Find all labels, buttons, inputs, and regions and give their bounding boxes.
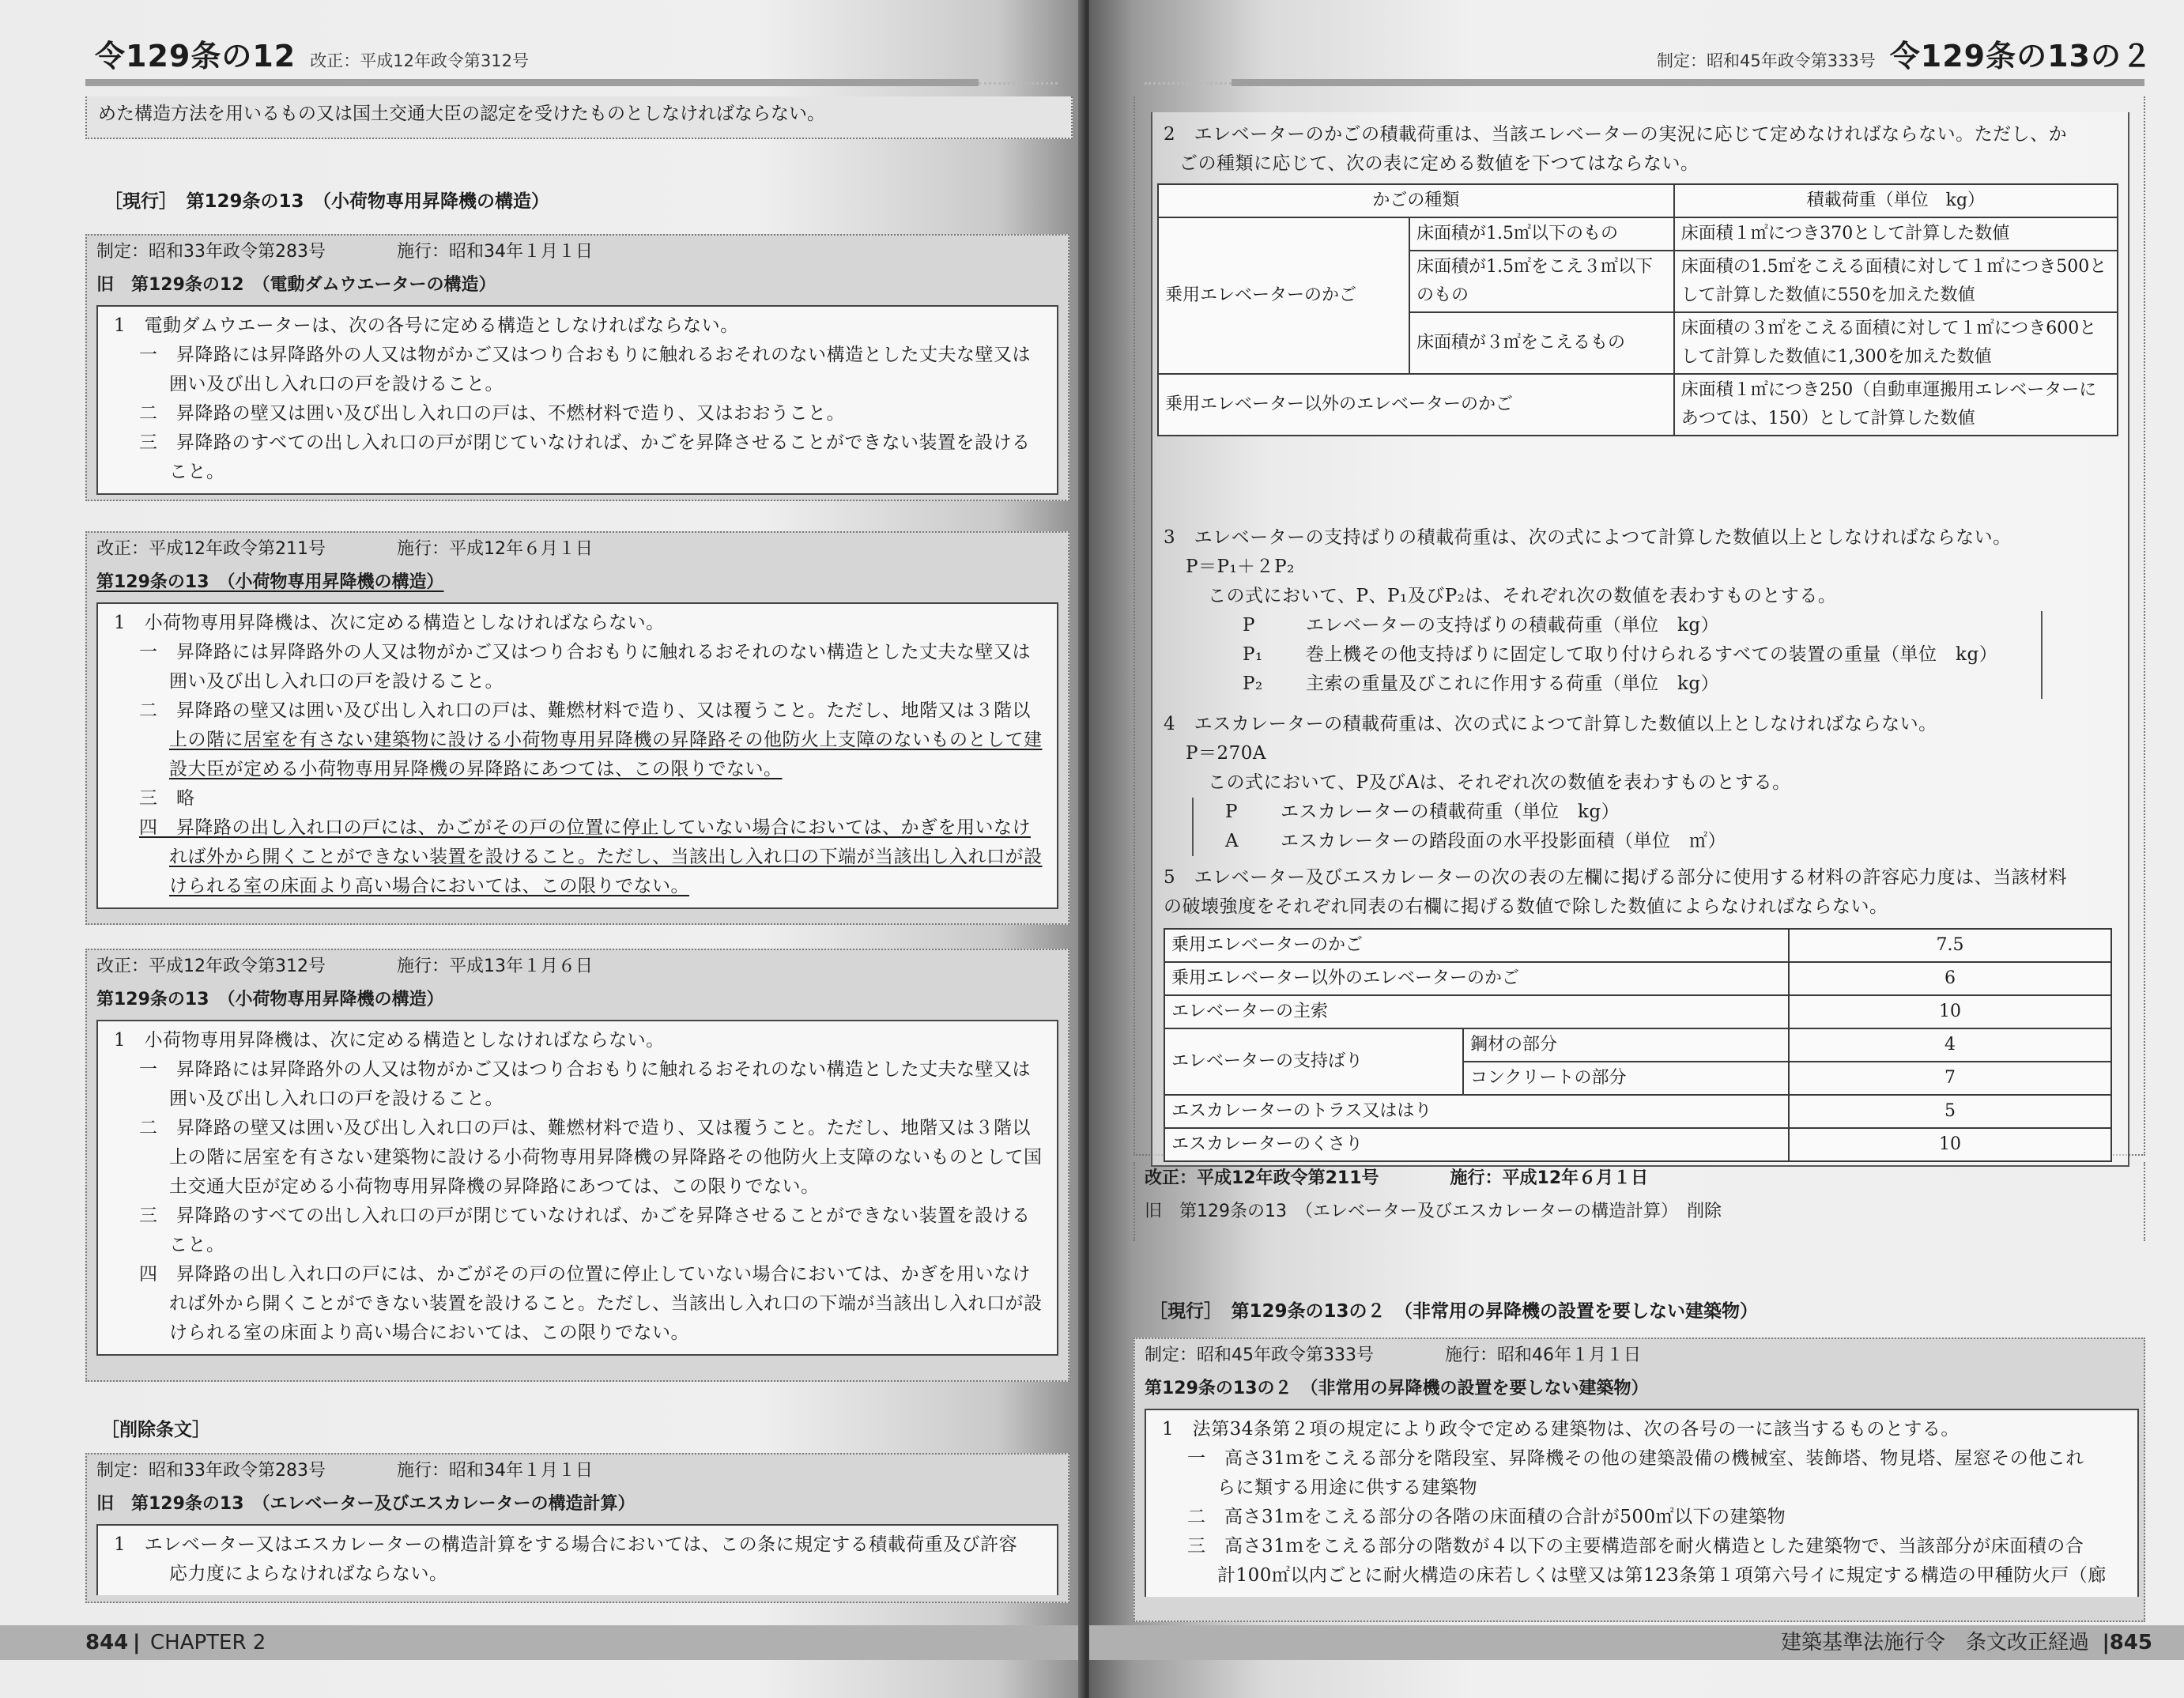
clause-line: 1 小荷物専用昇降機は、次に定める構造としなければならない。 xyxy=(114,1030,665,1051)
effective-date-label: 施行：昭和34年１月１日 xyxy=(397,242,593,262)
article-title: 第129条の13 （小荷物専用昇降機の構造） xyxy=(96,572,444,592)
table-cell-group: 乗用エレベーターのかご xyxy=(1158,217,1409,374)
continued-article-box xyxy=(1133,96,2145,1156)
clause-line: れば外から開くことができない装置を設けること。ただし、当該出し入れ口の下端が当該出し入れ口が設 xyxy=(169,847,1043,867)
clause-line: 設大臣が定める小荷物専用昇降機の昇降路にあつては、この限りでない。 xyxy=(169,759,783,779)
clause-line: 四 昇降路の出し入れ口の戸には、かごがその戸の位置に停止していない場合においては、かぎを用いなけ xyxy=(139,817,1031,838)
footer-separator: | xyxy=(2102,1631,2110,1655)
effective-date-label: 施行：平成12年６月１日 xyxy=(397,539,593,559)
clause-line: 4 エスカレーターの積載荷重は、次の式によつて計算した数値以上としなければならない。 xyxy=(1164,714,1937,734)
enactment-label: 制定：昭和45年政令第333号 xyxy=(1145,1345,1374,1365)
table-cell-value: 6 xyxy=(1789,962,2111,995)
clause-line: 1 電動ダムウエーターは、次の各号に定める構造としなければならない。 xyxy=(114,315,739,336)
block-meta-line xyxy=(87,950,1068,983)
definition-list xyxy=(1211,611,2043,699)
clause-line: 囲い及び出し入れ口の戸を設けること。 xyxy=(169,374,504,394)
deletion-line: 旧 第129条の13 （エレベーター及びエスカレーターの構造計算） 削除 xyxy=(1145,1202,1722,1221)
left-running-header xyxy=(95,32,529,75)
table-cell: 乗用エレベーター以外のエレベーターのかご xyxy=(1164,962,1789,995)
table-cell: 床面積１㎡につき370として計算した数値 xyxy=(1674,217,2118,251)
left-page xyxy=(0,0,1084,1698)
clause-line: らに類する用途に供する建築物 xyxy=(1217,1477,1477,1498)
article-body xyxy=(1145,1409,2139,1597)
definition: エスカレーターの踏段面の水平投影面積（単位 ㎡） xyxy=(1281,831,1726,851)
clause-line: れば外から開くことができない装置を設けること。ただし、当該出し入れ口の下端が当該出し入れ口が設 xyxy=(169,1293,1043,1314)
clause-line: 上の階に居室を有さない建築物に設ける小荷物専用昇降機の昇降路その他防火上支障のないものとして建 xyxy=(169,730,1043,750)
clause-line: 1 小荷物専用昇降機は、次に定める構造としなければならない。 xyxy=(114,613,665,633)
stress-table xyxy=(1164,928,2112,1162)
clause-line: けられる室の床面より高い場合においては、この限りでない。 xyxy=(169,1323,689,1343)
table-cell: 乗用エレベーター以外のエレベーターのかご xyxy=(1158,374,1674,436)
paragraph-4 xyxy=(1164,710,1937,856)
old-article-title: 旧 第129条の13 （エレベーター及びエスカレーターの構造計算） xyxy=(96,1494,636,1514)
effective-date-label: 施行：昭和34年１月１日 xyxy=(397,1461,593,1481)
clause-line: 一 高さ31ｍをこえる部分を階段室、昇降機その他の建築設備の機械室、装飾塔、物見塔、屋窓その他これ xyxy=(1187,1448,2084,1469)
footer-separator: | xyxy=(133,1631,141,1655)
clause-line: 1 法第34条第２項の規定により政令で定める建築物は、次の各号の一に該当するものとする。 xyxy=(1162,1419,1960,1440)
formula: P＝P₁＋２P₂ xyxy=(1186,557,1295,577)
article-body xyxy=(1151,112,2129,1167)
clause-line: 三 高さ31ｍをこえる部分の階数が４以下の主要構造部を耐火構造とした建築物で、当該部分が床面積の合 xyxy=(1187,1536,2084,1556)
clause-line: 応力度によらなければならない。 xyxy=(169,1564,448,1584)
old-article-title: 旧 第129条の12 （電動ダムウエーターの構造） xyxy=(96,275,496,295)
clause-line: 1 エレベーター又はエスカレーターの構造計算をする場合においては、この条に規定する積載荷重及び許容 xyxy=(114,1534,1018,1555)
table-cell-value: 5 xyxy=(1789,1095,2111,1128)
clause-line: この式において、P及びAは、それぞれ次の数値を表わすものとする。 xyxy=(1208,772,1791,793)
left-article-number: 令129条の12 xyxy=(95,39,296,74)
article-body xyxy=(96,602,1058,909)
block-meta-line xyxy=(87,236,1068,269)
book-title: 建築基準法施行令 条文改正経過 xyxy=(1780,1631,2089,1655)
clause-line: 三 略 xyxy=(139,788,195,809)
article-body xyxy=(96,1524,1058,1595)
table-cell-value: 10 xyxy=(1789,995,2111,1028)
paragraph-5 xyxy=(1164,863,2067,922)
table-cell: 床面積が３㎡をこえるもの xyxy=(1409,312,1674,374)
clause-line: 二 昇降路の壁又は囲い及び出し入れ口の戸は、難燃材料で造り、又は覆うこと。ただし、地階又は３階以 xyxy=(139,1118,1031,1138)
table-cell: 鋼材の部分 xyxy=(1463,1028,1789,1062)
block-meta-line xyxy=(1135,1162,2144,1195)
clause-line: 3 エレベーターの支持ばりの積載荷重は、次の式によつて計算した数値以上としなければならない。 xyxy=(1164,527,2012,548)
clause-line: 計100㎡以内ごとに耐火構造の床若しくは壁又は第123条第１項第六号イに規定する構造の甲種防火戸（廊 xyxy=(1217,1565,2107,1586)
symbol: P xyxy=(1225,802,1238,822)
table-cell: 乗用エレベーターのかご xyxy=(1164,929,1789,962)
section-heading-deleted: ［削除条文］ xyxy=(101,1420,210,1440)
clause-line: 一 昇降路には昇降路外の人又は物がかご又はつり合おもりに触れるおそれのない構造とした丈夫な壁又は xyxy=(139,1059,1031,1080)
clause-line: こと。 xyxy=(169,462,225,482)
symbol: P₁ xyxy=(1243,644,1263,665)
table-cell-value: 7.5 xyxy=(1789,929,2111,962)
right-page xyxy=(1089,0,2184,1698)
table-cell-value: 10 xyxy=(1789,1128,2111,1161)
right-page-number: 845 xyxy=(2109,1631,2152,1655)
effective-date-label: 施行：平成12年６月１日 xyxy=(1450,1168,1649,1188)
revision-block-h12-211 xyxy=(85,531,1069,925)
clause-line: の破壊強度をそれぞれ同表の右欄に掲げる数値で除した数値によらなければならない。 xyxy=(1164,896,1888,917)
definition-list xyxy=(1192,798,1937,856)
table-header-cage-type: かごの種類 xyxy=(1158,184,1674,217)
table-cell-value: 7 xyxy=(1789,1062,2111,1095)
clause-line: 一 昇降路には昇降路外の人又は物がかご又はつり合おもりに触れるおそれのない構造とした丈夫な壁又は xyxy=(139,642,1031,662)
table-cell: エレベーターの支持ばり xyxy=(1164,1028,1463,1095)
amendment-label: 改正：平成12年政令第211号 xyxy=(1145,1168,1379,1188)
table-cell: エスカレーターのトラス又ははり xyxy=(1164,1095,1789,1128)
block-meta-line xyxy=(87,1455,1068,1488)
revision-block-original xyxy=(85,234,1069,501)
clause-line: ごの種類に応じて、次の表に定める数値を下つてはならない。 xyxy=(1179,153,1699,174)
right-revision-note: 制定：昭和45年政令第333号 xyxy=(1656,51,1876,70)
symbol: A xyxy=(1225,831,1239,851)
block-meta-line xyxy=(1135,1339,2144,1372)
symbol: P xyxy=(1243,615,1255,636)
article-title: 第129条の13の２ （非常用の昇降機の設置を要しない建築物） xyxy=(1145,1379,1649,1398)
table-cell: コンクリートの部分 xyxy=(1463,1062,1789,1095)
amendment-label: 改正：平成12年政令第312号 xyxy=(96,957,326,976)
table-cell: 床面積の３㎡をこえる面積に対して１㎡につき600として計算した数値に1,300を加えた数値 xyxy=(1674,312,2118,374)
clause-line: 四 昇降路の出し入れ口の戸には、かごがその戸の位置に停止していない場合においては、かぎを用いなけ xyxy=(139,1264,1031,1285)
enactment-label: 制定：昭和33年政令第283号 xyxy=(96,1461,326,1481)
clause-line: 囲い及び出し入れ口の戸を設けること。 xyxy=(169,671,504,692)
section-heading-current-right: ［現行］ 第129条の13の２ （非常用の昇降機の設置を要しない建築物） xyxy=(1149,1301,1759,1322)
definition: 巻上機その他支持ばりに固定して取り付けられるすべての装置の重量（単位 kg） xyxy=(1306,644,1998,665)
clause-line: 三 昇降路のすべての出し入れ口の戸が閉じていなければ、かごを昇降させることができない装置を設ける xyxy=(139,432,1031,453)
deletion-amendment-note xyxy=(1133,1162,2145,1241)
formula: P＝270A xyxy=(1186,743,1266,764)
right-article-number: 令129条の13の２ xyxy=(1889,39,2152,74)
load-table xyxy=(1157,183,2118,436)
table-cell: エレベーターの主索 xyxy=(1164,995,1789,1028)
table-header-load: 積載荷重（単位 kg） xyxy=(1674,184,2118,217)
left-footer xyxy=(0,1625,1084,1660)
symbol: P₂ xyxy=(1243,674,1263,694)
continued-text: めた構造方法を用いるもの又は国土交通大臣の認定を受けたものとしなければならない。 xyxy=(98,104,825,124)
article-title: 第129条の13 （小荷物専用昇降機の構造） xyxy=(96,990,444,1009)
continued-text-box xyxy=(85,96,1073,139)
effective-date-label: 施行：昭和46年１月１日 xyxy=(1445,1345,1641,1365)
table-cell: 床面積が1.5㎡以下のもの xyxy=(1409,217,1674,251)
effective-date-label: 施行：平成13年１月６日 xyxy=(397,957,593,976)
amendment-label: 改正：平成12年政令第211号 xyxy=(96,539,326,559)
article-body xyxy=(96,1020,1058,1356)
clause-line: けられる室の床面より高い場合においては、この限りでない。 xyxy=(169,876,689,896)
revision-block-h12-312 xyxy=(85,949,1069,1382)
table-cell: 床面積の1.5㎡をこえる面積に対して１㎡につき500として計算した数値に550を加えた数値 xyxy=(1674,251,2118,312)
paragraph-3 xyxy=(1164,523,2043,699)
table-cell: 床面積１㎡につき250（自動車運搬用エレベーターにあつては、150）として計算した数値 xyxy=(1674,374,2118,436)
table-cell: エスカレーターのくさり xyxy=(1164,1128,1789,1161)
definition: エスカレーターの積載荷重（単位 kg） xyxy=(1281,802,1620,822)
clause-line: 一 昇降路には昇降路外の人又は物がかご又はつり合おもりに触れるおそれのない構造とした丈夫な壁又は xyxy=(139,345,1031,365)
clause-line: 二 昇降路の壁又は囲い及び出し入れ口の戸は、不燃材料で造り、又はおおうこと。 xyxy=(139,403,845,424)
revision-block-s45-333 xyxy=(1133,1338,2145,1622)
definition: 主索の重量及びこれに作用する荷重（単位 kg） xyxy=(1306,674,1720,694)
left-header-rule xyxy=(85,79,979,86)
clause-line: 2 エレベーターのかごの積載荷重は、当該エレベーターの実況に応じて定めなければならない。ただし、か xyxy=(1164,124,2068,145)
block-meta-line xyxy=(87,533,1068,566)
chapter-label: CHAPTER 2 xyxy=(150,1631,266,1655)
clause-line: 三 昇降路のすべての出し入れ口の戸が閉じていなければ、かごを昇降させることができない装置を設ける xyxy=(139,1206,1031,1226)
table-cell-value: 4 xyxy=(1789,1028,2111,1062)
left-page-number: 844 xyxy=(85,1631,129,1655)
clause-line: 上の階に居室を有さない建築物に設ける小荷物専用昇降機の昇降路その他防火上支障のないものとして国 xyxy=(169,1147,1043,1168)
left-header-dots xyxy=(979,82,1058,88)
right-header-rule xyxy=(1232,79,2144,86)
definition: エレベーターの支持ばりの積載荷重（単位 kg） xyxy=(1306,615,1720,636)
deleted-article-block xyxy=(85,1453,1069,1603)
clause-line: 囲い及び出し入れ口の戸を設けること。 xyxy=(169,1089,504,1109)
left-revision-note: 改正：平成12年政令第312号 xyxy=(310,51,530,70)
right-running-header xyxy=(1657,32,2152,75)
clause-line: 二 高さ31ｍをこえる部分の各階の床面積の合計が500㎡以下の建築物 xyxy=(1187,1507,1786,1527)
clause-line: 5 エレベーター及びエスカレーターの次の表の左欄に掲げる部分に使用する材料の許容応力度は、当該材料 xyxy=(1164,867,2068,888)
section-heading-current: ［現行］ 第129条の13 （小荷物専用昇降機の構造） xyxy=(104,191,550,212)
clause-line: こと。 xyxy=(169,1235,225,1255)
clause-line: この式において、P、P₁及びP₂は、それぞれ次の数値を表わすものとする。 xyxy=(1208,586,1837,606)
clause-line: 土交通大臣が定める小荷物専用昇降機の昇降路にあつては、この限りでない。 xyxy=(169,1176,820,1197)
right-footer xyxy=(1089,1625,2184,1660)
right-header-dots xyxy=(1145,82,1232,88)
article-body xyxy=(96,305,1058,495)
enactment-label: 制定：昭和33年政令第283号 xyxy=(96,242,326,262)
clause-line: 二 昇降路の壁又は囲い及び出し入れ口の戸は、難燃材料で造り、又は覆うこと。ただし、地階又は３階以 xyxy=(139,700,1031,721)
table-cell: 床面積が1.5㎡をこえ３㎡以下のもの xyxy=(1409,251,1674,312)
